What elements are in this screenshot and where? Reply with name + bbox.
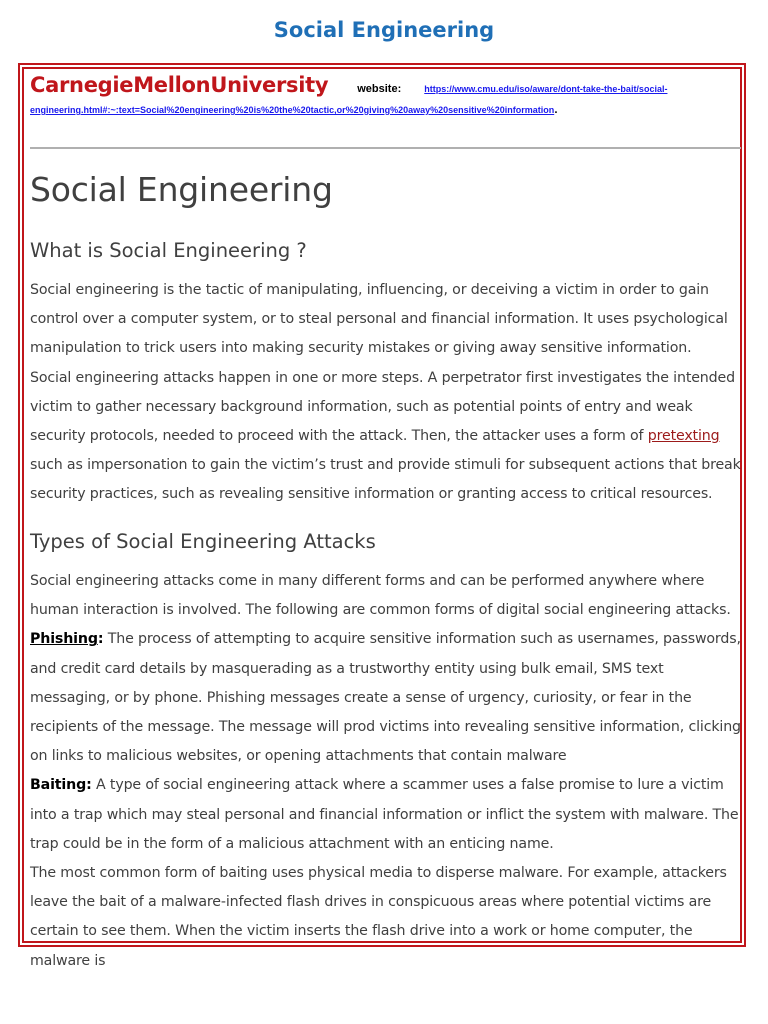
section-heading-what-is: What is Social Engineering ? bbox=[30, 239, 307, 262]
paragraph-phishing bbox=[30, 625, 742, 771]
section-what-is-body bbox=[30, 276, 742, 510]
paragraph-types-intro: Social engineering attacks come in many different forms and can be performed anywhere where human interaction is involved. The following are common forms of digital social engineering attacks. bbox=[30, 573, 731, 619]
page-border-inner bbox=[22, 67, 742, 969]
url-period: . bbox=[554, 106, 558, 116]
university-brand: CarnegieMellonUniversity bbox=[30, 73, 329, 97]
article-content bbox=[30, 73, 741, 969]
section-heading-types: Types of Social Engineering Attacks bbox=[30, 530, 376, 553]
document-title: Social Engineering bbox=[273, 18, 495, 42]
baiting-description: A type of social engineering attack where a scammer uses a false promise to lure a victim into a trap which may steal personal and financial information or inflict the system with malware. The trap could be in the form of a malicious attachment with an enticing name. bbox=[30, 777, 739, 852]
paragraph-attack-steps bbox=[30, 364, 742, 510]
paragraph-attack-steps-text: Social engineering attacks happen in one or more steps. A perpetrator first investigates the intended victim to gather necessary background information, such as potential points of entry and weak security protocols, needed to proceed with the attack. Then, the attacker uses a form of bbox=[30, 369, 735, 445]
paragraph-attack-steps-text-end: such as impersonation to gain the victim’s trust and provide stimuli for subsequent actions that break security practices, such as revealing sensitive information or granting access to critical resources. bbox=[30, 457, 741, 503]
pretexting-link[interactable]: pretexting bbox=[647, 428, 720, 445]
baiting-term: Baiting: bbox=[30, 777, 92, 794]
phishing-term: Phishing bbox=[30, 631, 98, 648]
paragraph-definition: Social engineering is the tactic of manipulating, influencing, or deceiving a victim in order to gain control over a computer system, or to steal personal and financial information. It uses psychological manipulation to trick users into making security mistakes or giving away sensitive information. bbox=[30, 282, 728, 357]
phishing-colon: : bbox=[97, 631, 104, 648]
paragraph-baiting bbox=[30, 771, 742, 859]
section-types-body bbox=[30, 567, 742, 976]
source-url-link[interactable]: https://www.cmu.edu/iso/aware/dont-take-the-bait/social- bbox=[424, 84, 668, 94]
website-label: website: bbox=[357, 83, 402, 95]
article-heading: Social Engineering bbox=[30, 170, 333, 209]
paragraph-baiting-physical-media: The most common form of baiting uses physical media to disperse malware. For example, attackers leave the bait of a malware-infected flash drives in conspicuous areas where potential victims are certain to see them. When the victim inserts the flash drive into a work or home computer, the malware is bbox=[30, 865, 727, 969]
phishing-description: The process of attempting to acquire sensitive information such as usernames, passwords, and credit card details by masquerading as a trustworthy entity using bulk email, SMS text messaging, or by phone. Phishing messages create a sense of urgency, curiosity, or fear in the recipients of the message. The message will prod victims into revealing sensitive information, clicking on links to malicious websites, or opening attachments that contain malware bbox=[30, 631, 741, 765]
source-url-link-continued[interactable]: engineering.html#:~:text=Social%20engineering%20is%20the%20tactic,or%20giving%20away%20sensitive%20information bbox=[30, 105, 555, 115]
header-divider bbox=[30, 147, 741, 149]
